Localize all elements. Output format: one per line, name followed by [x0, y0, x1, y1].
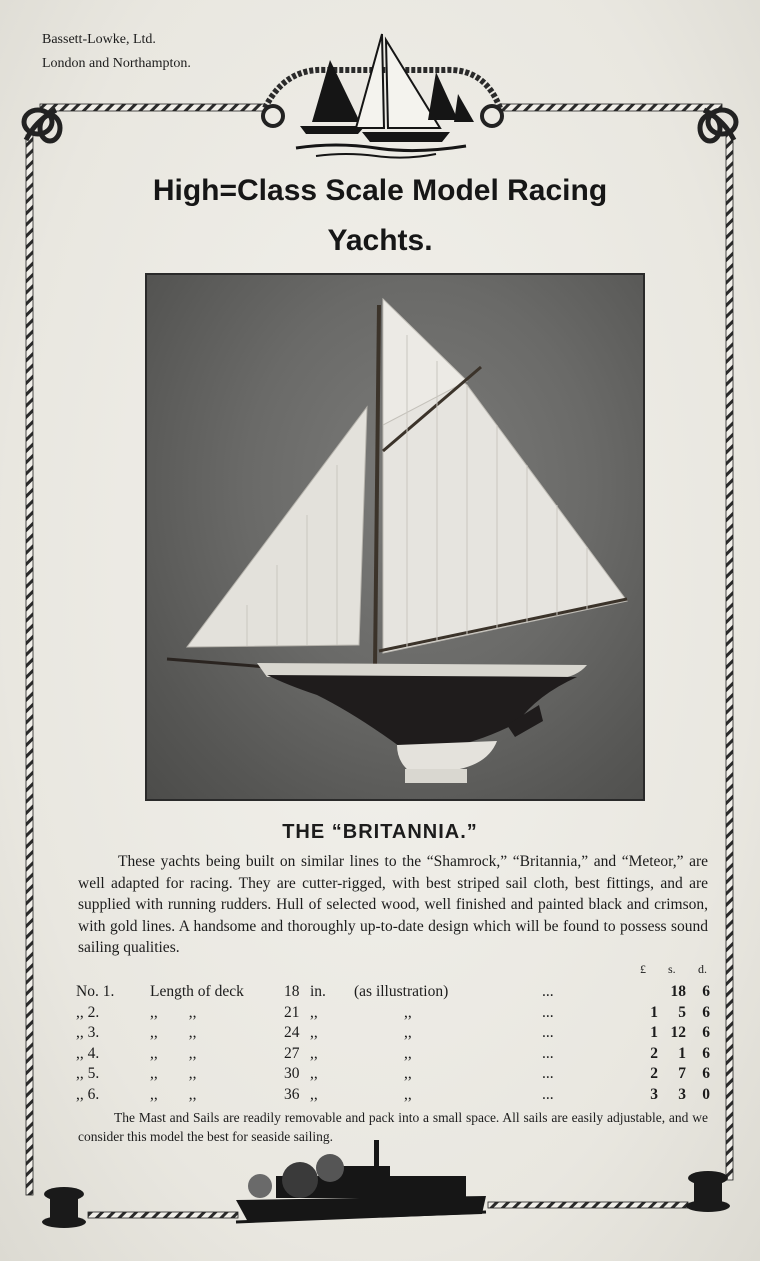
footnote-paragraph: The Mast and Sails are readily removable and pack into a small space. All sails are easily adjustable, and we consider this model the best for seaside sailing.	[78, 1110, 708, 1144]
note: ,,	[404, 1065, 412, 1083]
length-unit: ,,	[310, 1065, 318, 1083]
battleship-vignette	[236, 1140, 486, 1222]
rope-knot-top-left	[24, 110, 60, 141]
price-pounds: 3	[650, 1085, 658, 1103]
bollard-bottom-left	[42, 1187, 86, 1228]
dots: ...	[542, 1024, 554, 1042]
price-shillings: 12	[670, 1024, 686, 1042]
price-pence: 6	[702, 1065, 710, 1083]
length-label: ,, ,,	[150, 1024, 197, 1042]
dots: ...	[542, 983, 554, 1001]
price-row	[76, 1003, 710, 1024]
deck-length: 36	[284, 1085, 300, 1103]
deck-length: 30	[284, 1065, 300, 1083]
length-unit: ,,	[310, 1024, 318, 1042]
currency-header-pence: d.	[698, 962, 707, 976]
price-pence: 6	[702, 1003, 710, 1021]
length-unit: ,,	[310, 1085, 318, 1103]
model-number: No. 1.	[76, 983, 115, 1001]
length-unit: ,,	[310, 1003, 318, 1021]
sailboats-vignette	[296, 34, 474, 158]
price-pence: 6	[702, 983, 710, 1001]
model-number: ,, 3.	[76, 1024, 100, 1042]
price-row	[76, 1044, 710, 1065]
page-title-line1: High=Class Scale Model Racing	[152, 174, 608, 207]
dots: ...	[542, 1003, 554, 1021]
length-unit: ,,	[310, 1044, 318, 1062]
length-label: ,, ,,	[150, 1044, 197, 1062]
model-number: ,, 5.	[76, 1065, 100, 1083]
length-label: Length of deck	[150, 983, 244, 1001]
dots: ...	[542, 1085, 554, 1103]
price-row	[76, 1064, 710, 1085]
price-row	[76, 1085, 710, 1106]
publisher-name: Bassett-Lowke, Ltd.	[42, 32, 156, 47]
length-label: ,, ,,	[150, 1065, 197, 1083]
note: ,,	[404, 1003, 412, 1021]
yacht-illustration	[147, 275, 643, 799]
rope-knot-top-right	[700, 110, 736, 141]
dots: ...	[542, 1065, 554, 1083]
note: ,,	[404, 1085, 412, 1103]
length-label: ,, ,,	[150, 1085, 197, 1103]
length-label: ,, ,,	[150, 1003, 197, 1021]
dots: ...	[542, 1044, 554, 1062]
price-shillings: 18	[670, 983, 686, 1001]
publisher-location: London and Northampton.	[42, 56, 191, 71]
price-pounds	[642, 982, 658, 1003]
deck-length: 24	[284, 1024, 300, 1042]
price-shillings: 5	[678, 1003, 686, 1021]
deck-length: 18	[284, 983, 300, 1001]
price-pounds: 2	[650, 1065, 658, 1083]
model-number: ,, 6.	[76, 1085, 100, 1103]
deck-length: 27	[284, 1044, 300, 1062]
description-paragraph: These yachts being built on similar lines to the “Shamrock,” “Britannia,” and “Meteor,” are well adapted for racing. They are cutter-rigged, with best striped sail cloth, best fittings, and are supplied with running rudders. Hull of selected wood, well finished and painted black and crimson, with gold lines. A handsome and thoroughly up-to-date design which will be found to possess sound sailing qualities.	[78, 853, 708, 956]
model-number: ,, 2.	[76, 1003, 100, 1021]
bollard-bottom-right	[686, 1171, 730, 1212]
price-pence: 6	[702, 1044, 710, 1062]
yacht-photograph	[145, 273, 645, 801]
price-pence: 0	[702, 1085, 710, 1103]
price-shillings: 7	[678, 1065, 686, 1083]
note: ,,	[404, 1024, 412, 1042]
note: (as illustration)	[354, 983, 449, 1001]
page-title-line2: Yachts.	[327, 224, 433, 257]
price-shillings: 3	[678, 1085, 686, 1103]
price-pence: 6	[702, 1024, 710, 1042]
currency-header-pounds: £	[640, 962, 646, 976]
currency-header-shillings: s.	[668, 962, 676, 976]
model-name-heading: THE “BRITANNIA.”	[282, 821, 478, 843]
price-shillings: 1	[678, 1044, 686, 1062]
price-pounds: 1	[650, 1024, 658, 1042]
model-number: ,, 4.	[76, 1044, 100, 1062]
price-pounds: 2	[650, 1044, 658, 1062]
price-row	[76, 1023, 710, 1044]
price-pounds: 1	[650, 1003, 658, 1021]
price-row	[76, 982, 710, 1003]
length-unit: in.	[310, 983, 326, 1001]
deck-length: 21	[284, 1003, 300, 1021]
price-list-table	[76, 982, 710, 1105]
note: ,,	[404, 1044, 412, 1062]
